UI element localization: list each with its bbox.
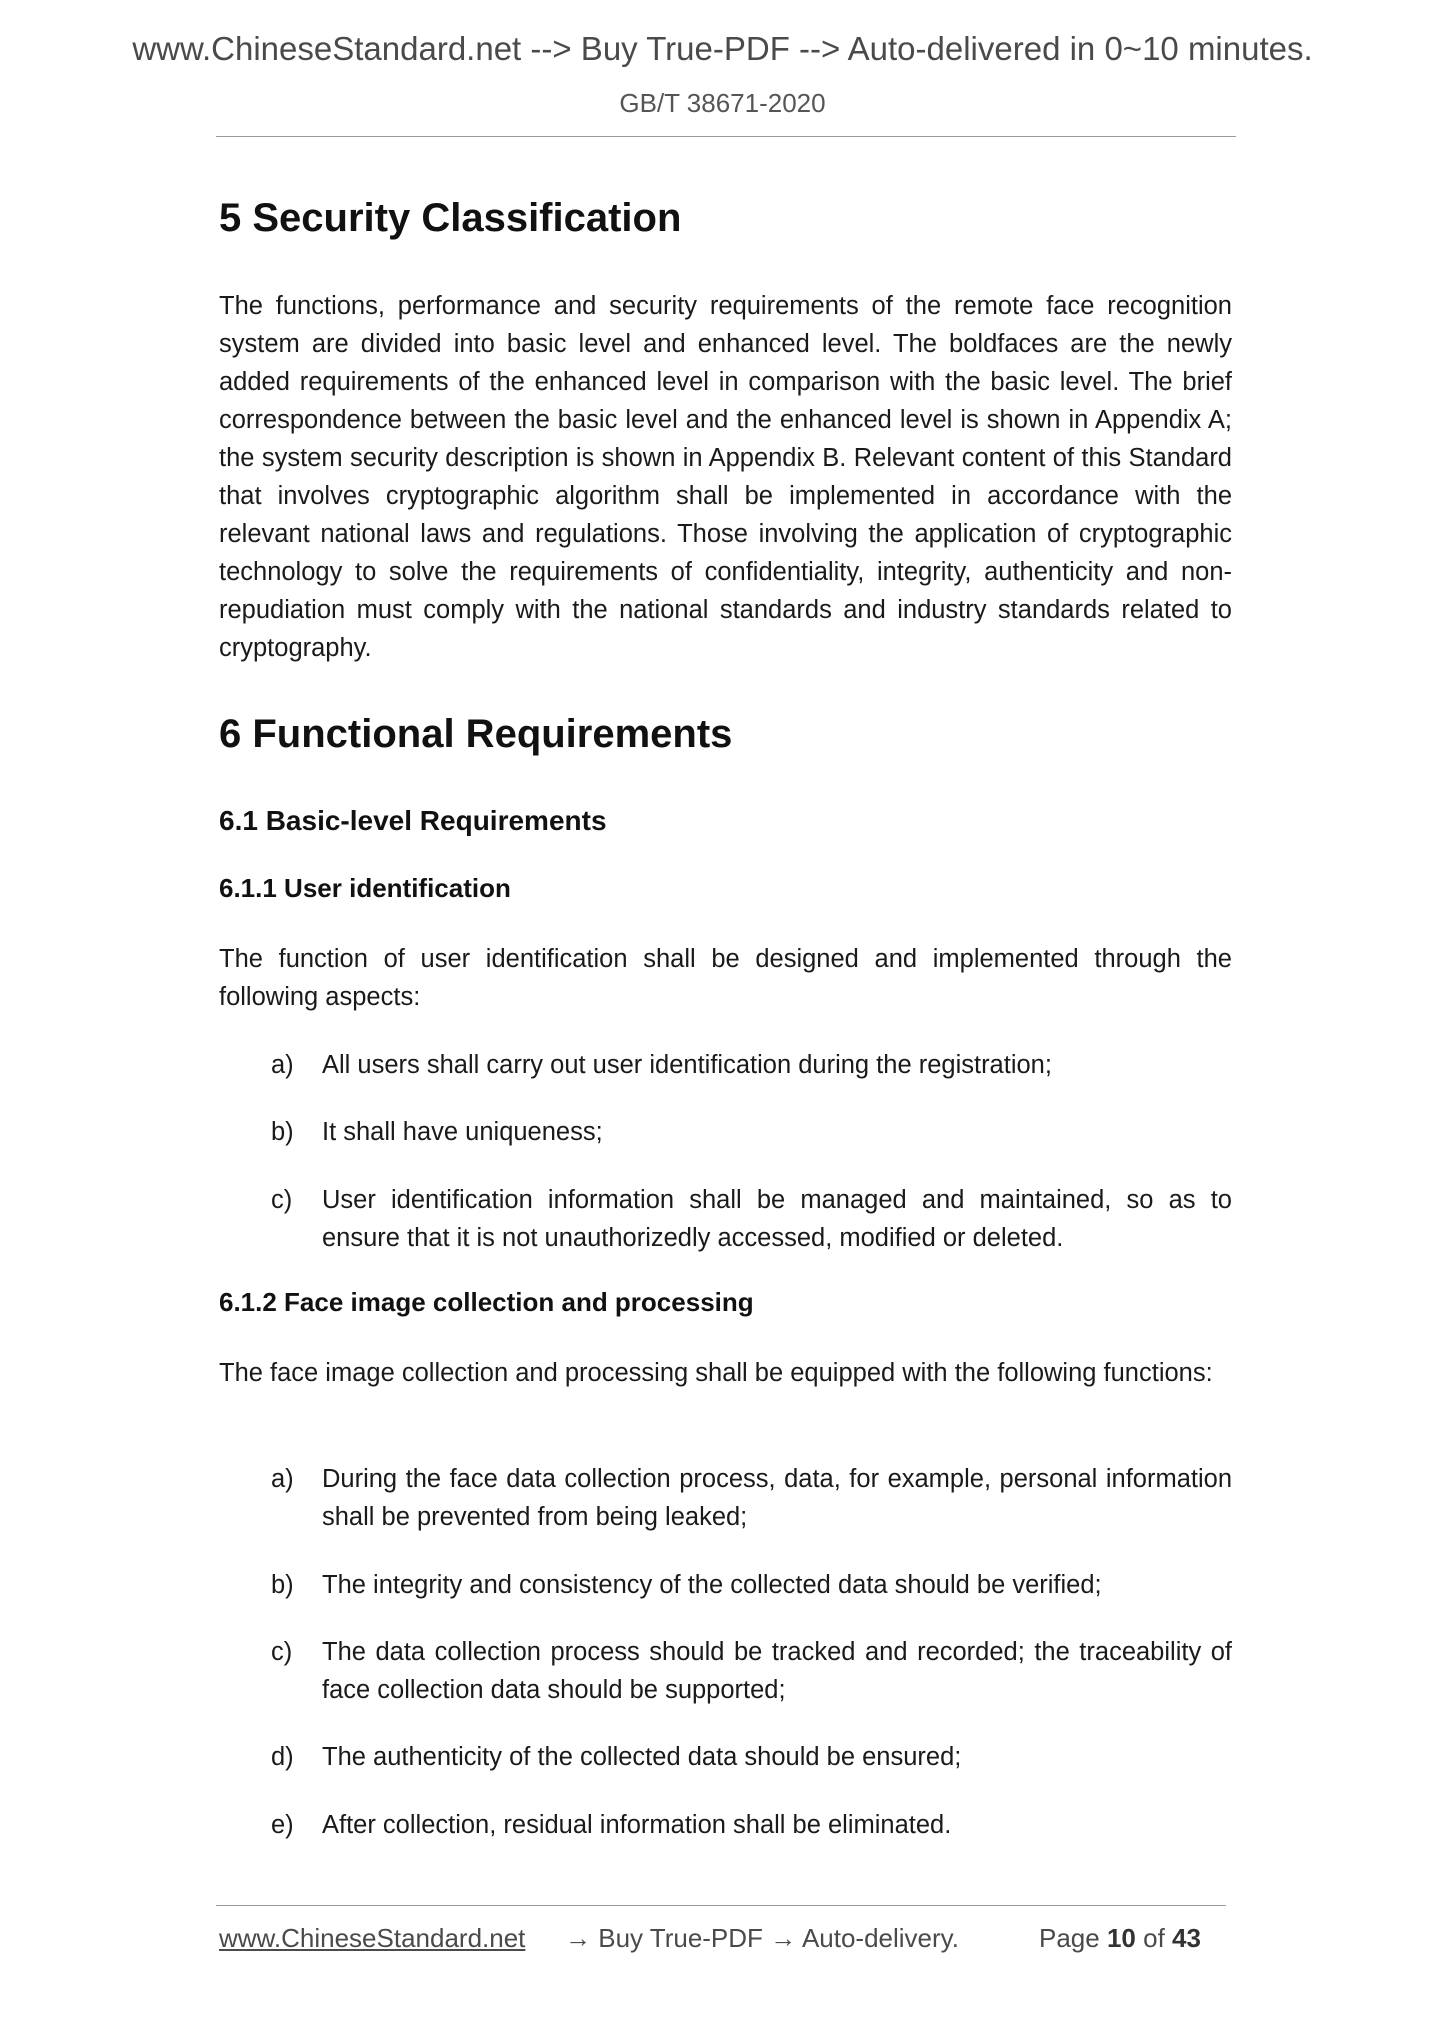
header-banner: www.ChineseStandard.net --> Buy True-PDF --> Auto-delivered in 0~10 minutes. (132, 30, 1313, 67)
list-item-text: User identification information shall be managed and maintained, so as to ensure that it is not unauthorizedly accessed, modified or deleted. (322, 1186, 1232, 1252)
list-item-text: The authenticity of the collected data should be ensured; (322, 1743, 962, 1771)
footer-tagline: → Buy True-PDF → Auto-delivery. (565, 1923, 959, 1953)
header-divider (216, 136, 1236, 137)
section-6-1-heading: 6.1 Basic-level Requirements (219, 805, 607, 836)
list-item-text: After collection, residual information shall be eliminated. (322, 1811, 952, 1839)
list-item-label: e) (271, 1811, 294, 1839)
section-6-1-1-intro: The function of user identification shall be designed and implemented through the following aspects: (219, 945, 1232, 1011)
footer-site-link[interactable]: www.ChineseStandard.net (219, 1923, 526, 1953)
list-item-label: a) (271, 1465, 294, 1493)
list-item-label: b) (271, 1118, 294, 1146)
list-item-text: During the face data collection process, data, for example, personal information shall be prevented from being leaked; (322, 1465, 1232, 1531)
list-item-label: c) (271, 1186, 293, 1214)
section-6-1-1-heading: 6.1.1 User identification (219, 873, 511, 903)
list-item-text: The data collection process should be tracked and recorded; the traceability of face collection data should be supported; (322, 1638, 1232, 1704)
page-number: 10 (1106, 1923, 1136, 1953)
list-item-label: d) (271, 1743, 294, 1771)
list-item-label: a) (271, 1051, 294, 1079)
section-6-1-2-heading: 6.1.2 Face image collection and processing (219, 1287, 754, 1317)
page-word: Page (1039, 1923, 1100, 1953)
list-item-text: It shall have uniqueness; (322, 1118, 603, 1146)
list-item-label: b) (271, 1571, 294, 1599)
of-word: of (1143, 1923, 1165, 1953)
section-6-heading: 6 Functional Requirements (219, 712, 733, 756)
section-6-1-2-intro: The face image collection and processing shall be equipped with the following functions: (219, 1359, 1213, 1387)
section-5-body: The functions, performance and security requirements of the remote face recognition system are divided into basic level and enhanced level. The boldfaces are the newly added requirements of the enhanced level in comparison with the basic level. The brief correspondence between the basic level and the enhanced level is shown in Appendix A; the system security description is shown in Appendix B. Relevant content of this Standard that involves cryptographic algorithm shall be implemented in accordance with the relevant national laws and regulations. Those involving the application of cryptographic technology to solve the requirements of confidentiality, integrity, authenticity and non-repudiation must comply with the national standards and industry standards related to cryptography. (219, 292, 1232, 662)
page-total: 43 (1172, 1923, 1201, 1953)
list-item-label: c) (271, 1638, 293, 1666)
footer-divider (216, 1905, 1226, 1906)
section-5-heading: 5 Security Classification (219, 196, 682, 240)
standard-code: GB/T 38671-2020 (619, 88, 826, 118)
list-item-text: All users shall carry out user identification during the registration; (322, 1051, 1052, 1079)
page-indicator (1039, 1923, 1201, 1954)
list-item-text: The integrity and consistency of the collected data should be verified; (322, 1571, 1102, 1599)
